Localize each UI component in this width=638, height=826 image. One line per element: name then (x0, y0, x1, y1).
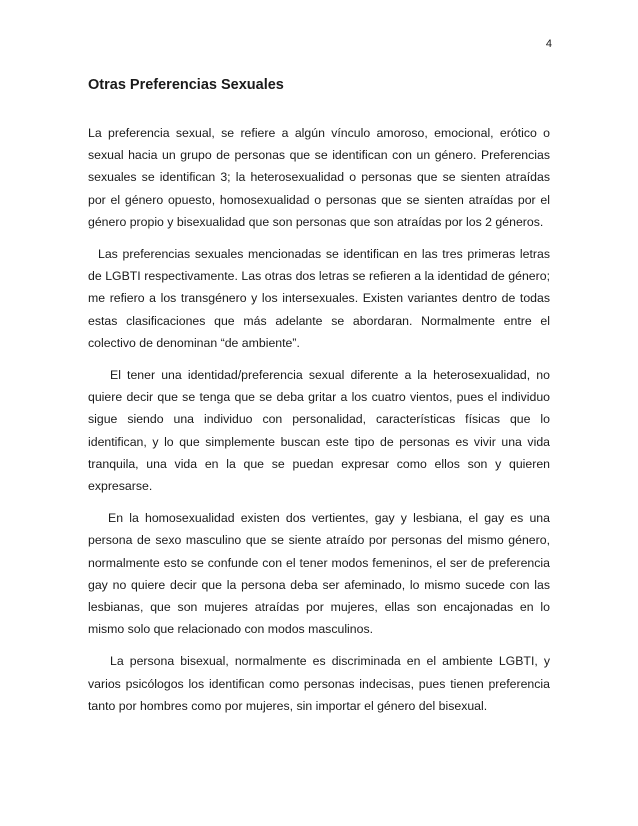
paragraph: La persona bisexual, normalmente es discriminada en el ambiente LGBTI, y varios psicólogos los identifican como personas indecisas, pues tienen preferencia tanto por hombres como por mujeres, sin importar el género del bisexual. (88, 654, 550, 713)
paragraph: La preferencia sexual, se refiere a algún vínculo amoroso, emocional, erótico o sexual hacia un grupo de personas que se identifican con un género. Preferencias sexuales se identifican 3; la heterosexualidad o personas que se sienten atraídas por el género opuesto, homosexualidad o personas que se sienten atraídas por el género propio y bisexualidad que son personas que son atraídas por los 2 géneros. (88, 126, 550, 229)
paragraph: En la homosexualidad existen dos vertientes, gay y lesbiana, el gay es una persona de sexo masculino que se siente atraído por personas del mismo género, normalmente esto se confunde con el tener modos femeninos, el ser de preferencia gay no quiere decir que la persona deba ser afeminado, lo mismo sucede con las lesbianas, que son mujeres atraídas por mujeres, ellas son encajonadas en lo mismo solo que relacionado con modos masculinos. (88, 511, 550, 637)
section-title: Otras Preferencias Sexuales (88, 77, 284, 93)
page-number: 4 (545, 38, 552, 50)
body-text (88, 122, 550, 717)
paragraph: Las preferencias sexuales mencionadas se identifican en las tres primeras letras de LGBTI respectivamente. Las otras dos letras se refieren a la identidad de género; me refiero a los transgénero y los intersexuales. Existen variantes dentro de todas estas clasificaciones que más adelante se abordaran. Normalmente entre el colectivo de denominan “de ambiente”. (88, 247, 550, 350)
paragraph: El tener una identidad/preferencia sexual diferente a la heterosexualidad, no quiere decir que se tenga que se deba gritar a los cuatro vientos, pues el individuo sigue siendo una individuo con personalidad, características físicas que lo identifican, y lo que simplemente buscan este tipo de personas es vivir una vida tranquila, una vida en la que se puedan expresar como ellos son y quieren expresarse. (88, 368, 550, 494)
